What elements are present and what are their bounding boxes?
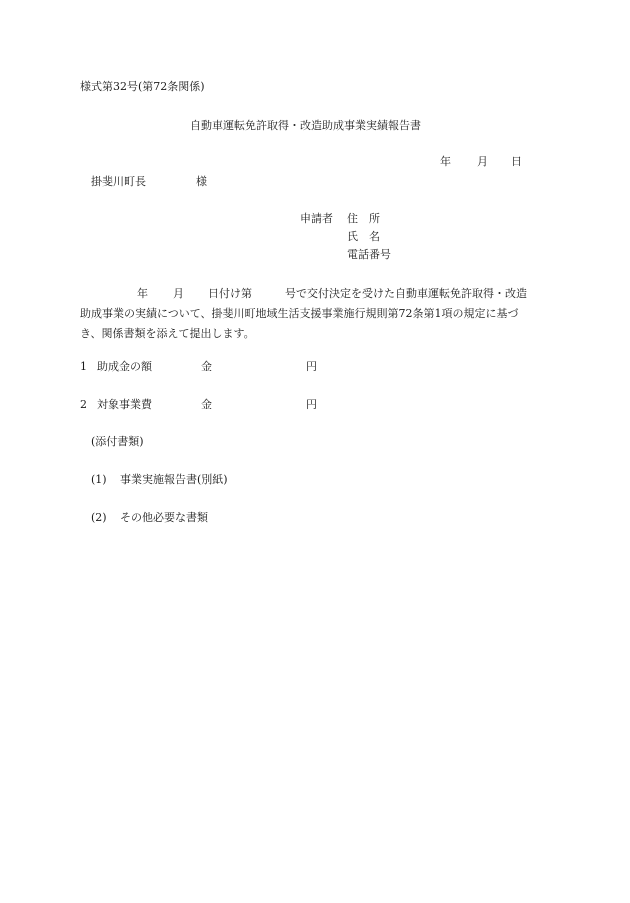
date-year: 年	[440, 155, 451, 168]
address-label: 住 所	[347, 212, 380, 225]
attachment-1-label: 事業実施報告書(別紙)	[120, 473, 228, 486]
form-number: 様式第32号(第72条関係)	[80, 80, 205, 93]
attachment-1-number: (1)	[91, 473, 107, 486]
body-year: 年	[137, 287, 148, 300]
date-month: 月	[477, 155, 488, 168]
body-line-2: 助成事業の実績について、掛斐川町地域生活支援事業施行規則第72条第1項の規定に基づ	[80, 307, 519, 320]
attachment-2-number: (2)	[91, 511, 107, 524]
item-1-number: 1	[80, 360, 87, 373]
body-line-3: き、関係書類を添えて提出します。	[80, 327, 255, 340]
body-paragraph	[80, 284, 556, 344]
attachment-2-label: その他必要な書類	[120, 511, 208, 524]
item-1-yen: 円	[306, 360, 317, 373]
item-2-yen: 円	[306, 398, 317, 411]
body-line-1-rest: 号で交付決定を受けた自動車運転免許取得・改造	[285, 287, 527, 300]
body-line-1	[80, 284, 556, 304]
addressee-name: 掛斐川町長	[91, 175, 146, 188]
phone-label: 電話番号	[347, 248, 391, 261]
applicant-label: 申請者	[300, 212, 333, 225]
item-1-kin: 金	[201, 360, 212, 373]
document-title: 自動車運転免許取得・改造助成事業実績報告書	[190, 119, 421, 132]
date-day: 日	[511, 155, 522, 168]
body-month: 月	[173, 287, 184, 300]
addressee-honorific: 様	[196, 175, 207, 188]
item-2-kin: 金	[201, 398, 212, 411]
attachments-heading: (添付書類)	[91, 435, 144, 448]
item-1-label: 助成金の額	[97, 360, 152, 373]
body-dated-no: 日付け第	[208, 287, 252, 300]
item-2-number: 2	[80, 398, 87, 411]
name-label: 氏 名	[347, 230, 380, 243]
item-2-label: 対象事業費	[97, 398, 152, 411]
